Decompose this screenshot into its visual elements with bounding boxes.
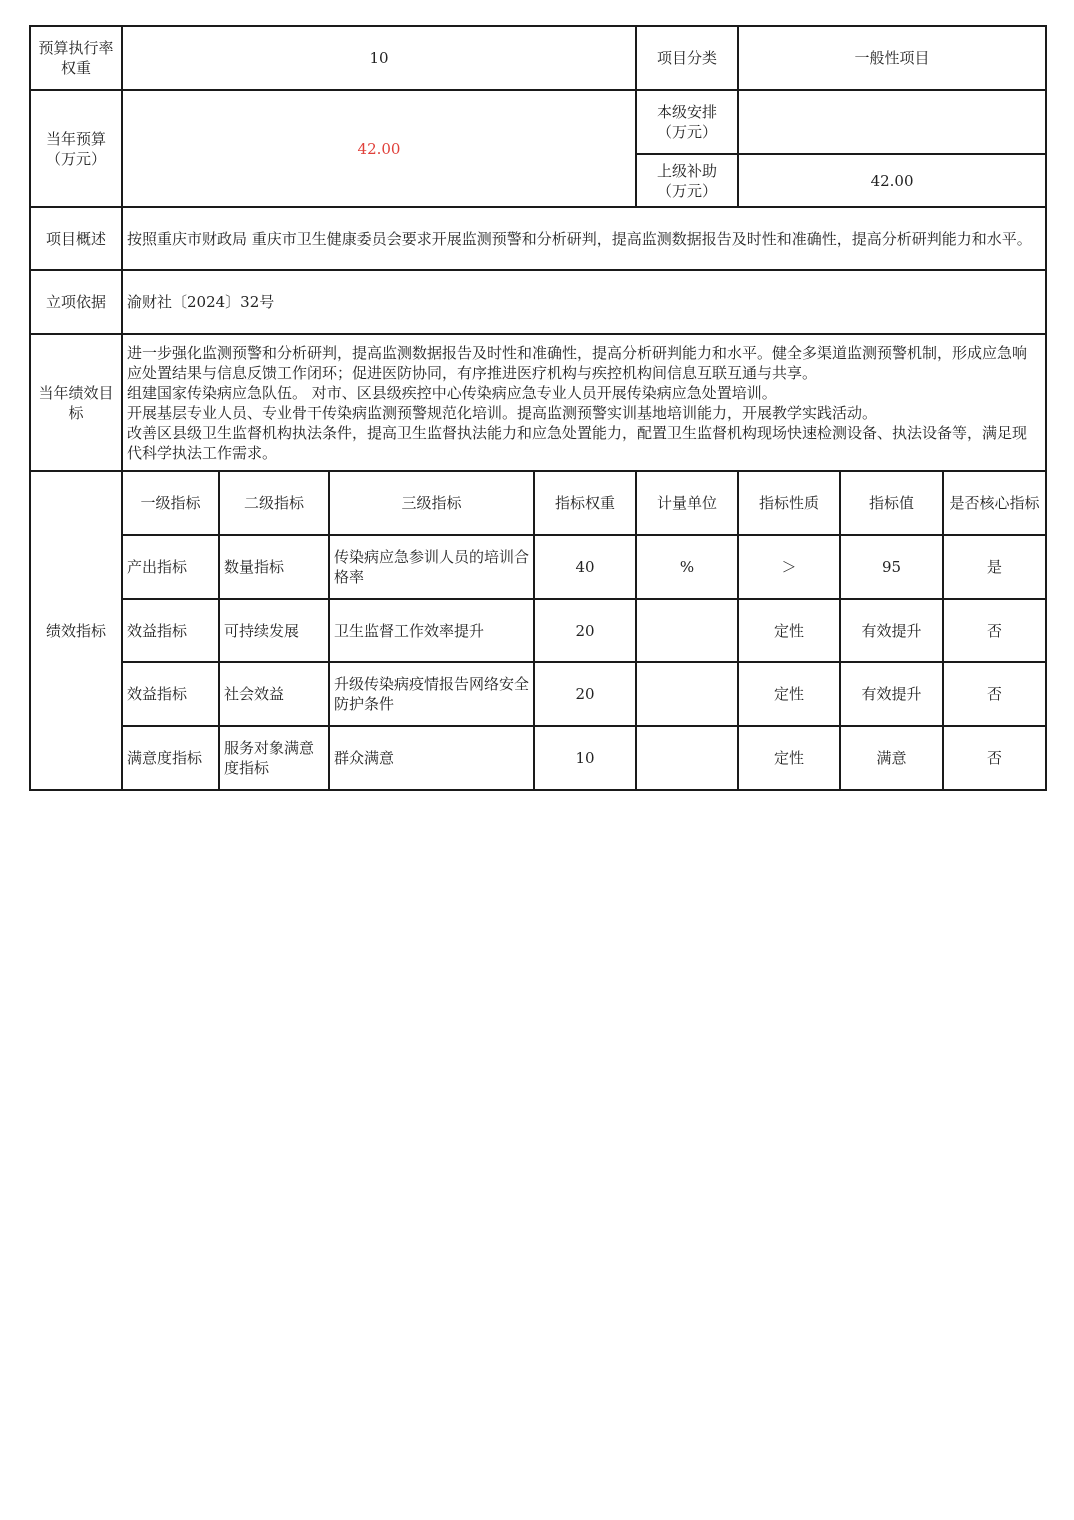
goals-row — [30, 334, 1046, 471]
level1-cell: 效益指标 — [122, 662, 219, 726]
value-cell: 满意 — [840, 726, 943, 790]
project-category-label: 项目分类 — [636, 26, 738, 90]
unit-cell — [636, 726, 738, 790]
col-header-core: 是否核心指标 — [943, 471, 1046, 535]
value-cell: 有效提升 — [840, 662, 943, 726]
col-header-level1: 一级指标 — [122, 471, 219, 535]
superior-subsidy-value: 42.00 — [738, 154, 1046, 207]
col-header-level2: 二级指标 — [219, 471, 329, 535]
overview-label: 项目概述 — [30, 207, 122, 270]
table-row — [30, 662, 1046, 726]
unit-cell — [636, 662, 738, 726]
goals-label: 当年绩效目标 — [30, 334, 122, 471]
table-row — [30, 599, 1046, 662]
level3-cell: 群众满意 — [329, 726, 534, 790]
nature-cell: 定性 — [738, 599, 840, 662]
superior-subsidy-label: 上级补助 （万元） — [636, 154, 738, 207]
budget-row-1 — [30, 90, 1046, 154]
overview-text: 按照重庆市财政局 重庆市卫生健康委员会要求开展监测预警和分析研判，提高监测数据报告及时性和准确性，提高分析研判能力和水平。 — [122, 207, 1046, 270]
table-row — [30, 535, 1046, 599]
nature-cell: ＞ — [738, 535, 840, 599]
core-cell: 否 — [943, 599, 1046, 662]
col-header-value: 指标值 — [840, 471, 943, 535]
level1-cell: 产出指标 — [122, 535, 219, 599]
level3-cell: 卫生监督工作效率提升 — [329, 599, 534, 662]
nature-cell: 定性 — [738, 662, 840, 726]
exec-rate-weight-value: 10 — [122, 26, 636, 90]
exec-rate-row — [30, 26, 1046, 90]
level1-cell: 效益指标 — [122, 599, 219, 662]
col-header-level3: 三级指标 — [329, 471, 534, 535]
basis-text: 渝财社〔2024〕32号 — [122, 270, 1046, 334]
basis-row — [30, 270, 1046, 334]
exec-rate-weight-label: 预算执行率权重 — [30, 26, 122, 90]
overview-row — [30, 207, 1046, 270]
unit-cell: % — [636, 535, 738, 599]
goal-line: 改善区县级卫生监督机构执法条件，提高卫生监督执法能力和应急处置能力，配置卫生监督机构现场快速检测设备、执法设备等，满足现代科学执法工作需求。 — [127, 423, 1028, 462]
level2-cell: 社会效益 — [219, 662, 329, 726]
core-cell: 否 — [943, 662, 1046, 726]
annual-budget-label: 当年预算 （万元） — [30, 90, 122, 207]
goals-text — [122, 334, 1046, 471]
col-header-unit: 计量单位 — [636, 471, 738, 535]
project-performance-table — [29, 25, 1047, 791]
level3-cell: 升级传染病疫情报告网络安全防护条件 — [329, 662, 534, 726]
local-arrangement-value — [738, 90, 1046, 154]
local-arrangement-label: 本级安排 （万元） — [636, 90, 738, 154]
value-cell: 95 — [840, 535, 943, 599]
goal-line: 组建国家传染病应急队伍。 对市、区县级疾控中心传染病应急专业人员开展传染病应急处置培训。 — [127, 383, 777, 402]
table-row — [30, 726, 1046, 790]
goal-line: 开展基层专业人员、专业骨干传染病监测预警规范化培训。提高监测预警实训基地培训能力，开展教学实践活动。 — [127, 403, 878, 422]
basis-label: 立项依据 — [30, 270, 122, 334]
core-cell: 是 — [943, 535, 1046, 599]
level3-cell: 传染病应急参训人员的培训合格率 — [329, 535, 534, 599]
project-category-value: 一般性项目 — [738, 26, 1046, 90]
weight-cell: 40 — [534, 535, 636, 599]
nature-cell: 定性 — [738, 726, 840, 790]
level2-cell: 服务对象满意度指标 — [219, 726, 329, 790]
col-header-nature: 指标性质 — [738, 471, 840, 535]
level1-cell: 满意度指标 — [122, 726, 219, 790]
unit-cell — [636, 599, 738, 662]
value-cell: 有效提升 — [840, 599, 943, 662]
col-header-weight: 指标权重 — [534, 471, 636, 535]
indicators-label: 绩效指标 — [30, 471, 122, 790]
annual-budget-value: 42.00 — [122, 90, 636, 207]
weight-cell: 20 — [534, 662, 636, 726]
level2-cell: 可持续发展 — [219, 599, 329, 662]
weight-cell: 20 — [534, 599, 636, 662]
level2-cell: 数量指标 — [219, 535, 329, 599]
goal-line: 进一步强化监测预警和分析研判，提高监测数据报告及时性和准确性，提高分析研判能力和水平。健全多渠道监测预警机制，形成应急响应处置结果与信息反馈工作闭环；促进医防协同，有序推进医疗机构与疾控机构间信息互联互通与共享。 — [127, 343, 1028, 382]
core-cell: 否 — [943, 726, 1046, 790]
weight-cell: 10 — [534, 726, 636, 790]
indicators-header-row — [30, 471, 1046, 535]
